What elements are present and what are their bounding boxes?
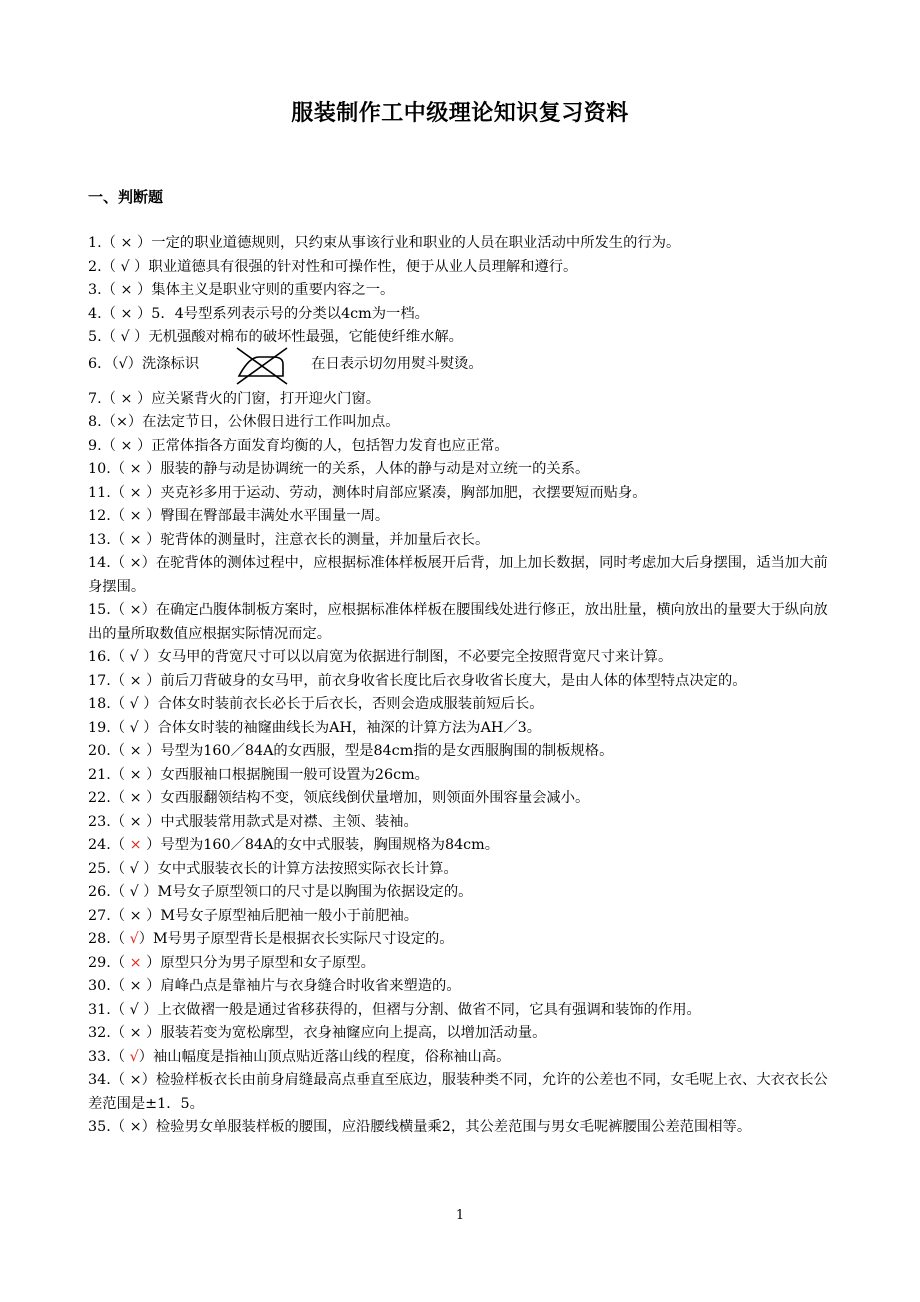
item-text: ）服装的静与动是协调统一的关系，人体的静与动是对立统一的关系。 (141, 461, 590, 477)
question-item (88, 411, 838, 435)
question-item (88, 670, 838, 694)
answer-mark: × (129, 766, 142, 783)
item-text: ）M号女子原型领口的尺寸是以胸围为依据设定的。 (138, 884, 473, 900)
question-item (88, 999, 838, 1023)
answer-mark: × (120, 437, 133, 454)
item-text: ）女西服翻领结构不变，领底线倒伏量增加，则领面外围容量会减小。 (141, 790, 590, 806)
item-number: 3.（ (88, 282, 121, 298)
answer-mark: √ (120, 258, 130, 275)
answer-mark: √ (129, 931, 139, 947)
question-item (88, 482, 838, 506)
item-number: 18.（ (88, 696, 130, 712)
answer-mark: × (129, 602, 142, 618)
item-number: 33.（ (88, 1048, 130, 1065)
item-text: ）5．4号型系列表示号的分类以4cm为一档。 (132, 305, 429, 322)
answer-mark: √ (129, 696, 139, 712)
item-number: 8.（ (88, 414, 116, 430)
answer-mark: × (129, 531, 142, 548)
question-list (88, 232, 838, 1140)
question-item (88, 928, 838, 952)
item-number: 5.（ (88, 329, 121, 345)
page-title: 服装制作工中级理论知识复习资料 (291, 101, 629, 126)
question-item (88, 505, 838, 529)
item-number: 30.（ (88, 978, 130, 994)
item-text: ）一定的职业道德规则，只约束从事该行业和职业的人员在职业活动中所发生的行为。 (132, 235, 681, 251)
item-text-after-symbol: 在日表示切勿用熨斗熨烫。 (311, 355, 483, 372)
item-number: 4.（ (88, 305, 121, 322)
answer-mark: × (129, 1119, 142, 1135)
question-item (88, 435, 838, 459)
question-item (88, 740, 838, 764)
item-text: ）集体主义是职业守则的重要内容之一。 (132, 282, 395, 298)
item-number: 14.（ (88, 555, 130, 571)
question-item (88, 388, 838, 412)
item-number: 19.（ (88, 719, 130, 736)
item-number: 13.（ (88, 531, 130, 548)
item-number: 32.（ (88, 1025, 130, 1041)
answer-mark: × (129, 672, 142, 689)
answer-mark: √ (129, 860, 139, 877)
answer-mark: × (129, 954, 142, 971)
item-text: ）M号女子原型袖后肥袖一般小于前肥袖。 (141, 907, 419, 924)
question-item (88, 905, 838, 929)
item-number: 17.（ (88, 672, 130, 689)
question-item (88, 1046, 838, 1070)
item-number: 26.（ (88, 884, 130, 900)
item-text: ）检验样板衣长由前身肩缝最高点垂直至底边，服装种类不同，允许的公差也不同，女毛呢上衣、大衣衣长公差范围是±1．5。 (88, 1072, 828, 1112)
answer-mark: √ (129, 649, 139, 665)
item-text: ）上衣做褶一般是通过省移获得的，但褶与分割、做省不同，它具有强调和装饰的作用。 (138, 1001, 701, 1018)
item-number: 21.（ (88, 766, 130, 783)
item-number: 12.（ (88, 508, 130, 524)
item-text: ）女马甲的背宽尺寸可以以肩宽为依据进行制图，不必要完全按照背宽尺寸来计算。 (138, 649, 673, 665)
question-item (88, 834, 838, 858)
item-text: ）合体女时装的袖窿曲线长为AH，袖深的计算方法为AH／3。 (138, 719, 542, 736)
item-number: 24.（ (88, 837, 130, 853)
question-item (88, 811, 838, 835)
item-number: 16.（ (88, 649, 130, 665)
answer-mark: × (129, 1072, 142, 1088)
item-text: ）夹克衫多用于运动、劳动，测体时肩部应紧凑，胸部加肥，衣摆要短而贴身。 (141, 484, 647, 501)
item-number: 35.（ (88, 1119, 130, 1135)
item-text: ）在确定凸腹体制板方案时，应根据标准体样板在腰围线处进行修正，放出肚量，横向放出的量要大于纵向放出的量所取数值应根据实际情况而定。 (88, 602, 828, 642)
item-number: 28.（ (88, 931, 130, 947)
item-number: 11.（ (88, 484, 130, 501)
question-item (88, 693, 838, 717)
item-text: ）肩峰凸点是靠袖片与衣身缝合时收省来塑造的。 (141, 978, 461, 994)
answer-mark: √ (129, 1001, 139, 1018)
item-number: 20.（ (88, 743, 130, 759)
question-item (88, 232, 838, 256)
item-text: ）M号男子原型背长是根据衣长实际尺寸设定的。 (138, 931, 454, 947)
question-item (88, 646, 838, 670)
item-number: 31.（ (88, 1001, 130, 1018)
question-item (88, 717, 838, 741)
question-item (88, 256, 838, 280)
answer-mark: √ (129, 1048, 139, 1065)
item-text: ）女中式服装衣长的计算方法按照实际衣长计算。 (138, 860, 458, 877)
answer-mark: × (129, 508, 142, 524)
no-iron-icon (225, 344, 301, 386)
item-text: ）号型为160／84A的女中式服装，胸围规格为84cm。 (141, 837, 500, 853)
answer-mark: √ (120, 329, 130, 345)
answer-mark: √ (129, 884, 139, 900)
page-number: 1 (455, 1208, 465, 1223)
question-item (88, 881, 838, 905)
answer-mark: × (129, 1025, 142, 1041)
answer-mark: √ (118, 355, 128, 372)
item-number: 7.（ (88, 390, 121, 407)
question-item (88, 279, 838, 303)
item-text: ）臀围在臀部最丰满处水平围量一周。 (141, 508, 390, 524)
item-text: ）检验男女单服装样板的腰围，应沿腰线横量乘2，其公差范围与男女毛呢裤腰围公差范围相等。 (141, 1119, 752, 1135)
answer-mark: × (129, 484, 142, 501)
item-text: ）正常体指各方面发育均衡的人，包括智力发育也应正常。 (132, 437, 509, 454)
item-text: ）服装若变为宽松廓型，衣身袖窿应向上提高，以增加活动量。 (141, 1025, 547, 1041)
item-text: ）应关紧背火的门窗，打开迎火门窗。 (132, 390, 381, 407)
item-text: ）驼背体的测量时，注意衣长的测量，并加量后衣长。 (141, 531, 490, 548)
answer-mark: × (129, 978, 142, 994)
section-heading: 一、判断题 (88, 188, 164, 206)
answer-mark: × (129, 907, 142, 924)
item-text: ）号型为160／84A的女西服，型是84cm指的是女西服胸围的制板规格。 (141, 743, 614, 759)
question-item (88, 1022, 838, 1046)
answer-mark: × (120, 235, 133, 251)
answer-mark: × (129, 790, 142, 806)
item-text: ）在驼背体的测体过程中，应根据标准体样板展开后背，加上加长数据，同时考虑加大后身摆围，适当加大前身摆围。 (88, 555, 828, 595)
answer-mark: √ (129, 719, 139, 736)
item-number: 25.（ (88, 860, 130, 877)
answer-mark: × (129, 743, 142, 759)
answer-mark: × (120, 282, 133, 298)
question-item (88, 529, 838, 553)
item-text: ）原型只分为男子原型和女子原型。 (141, 954, 375, 971)
item-text: ）袖山幅度是指袖山顶点贴近落山线的程度，俗称袖山高。 (138, 1048, 511, 1065)
question-item (88, 458, 838, 482)
answer-mark: × (115, 414, 128, 430)
question-item (88, 952, 838, 976)
answer-mark: × (129, 813, 142, 830)
item-number: 9.（ (88, 437, 121, 454)
item-number: 29.（ (88, 954, 130, 971)
answer-mark: × (120, 390, 133, 407)
question-item (88, 552, 838, 599)
item-text: ）女西服袖口根据腕围一般可设置为26cm。 (141, 766, 429, 783)
item-number: 10.（ (88, 461, 130, 477)
question-item (88, 303, 838, 327)
answer-mark: × (120, 305, 133, 322)
item-number: 23.（ (88, 813, 130, 830)
question-item (88, 599, 838, 646)
item-text: ）中式服装常用款式是对襟、主领、装袖。 (141, 813, 418, 830)
item-number: 27.（ (88, 907, 130, 924)
item-text: ）职业道德具有很强的针对性和可操作性，便于从业人员理解和遵行。 (129, 258, 578, 275)
item-number: 2.（ (88, 258, 121, 275)
answer-mark: × (129, 837, 142, 853)
item-number: 1.（ (88, 235, 121, 251)
item-number: 34.（ (88, 1072, 130, 1088)
question-item (88, 1069, 838, 1116)
item-number: 6．（ (88, 355, 119, 372)
question-item (88, 787, 838, 811)
question-item (88, 764, 838, 788)
item-text: ）在法定节日，公休假日进行工作叫加点。 (127, 414, 400, 430)
answer-mark: × (129, 555, 142, 571)
item-text: ）洗涤标识 (127, 355, 200, 372)
question-item (88, 1116, 838, 1140)
item-text: ）合体女时装前衣长必长于后衣长，否则会造成服装前短后长。 (138, 696, 544, 712)
item-text: ）前后刀背破身的女马甲，前衣身收省长度比后衣身收省长度大，是由人体的体型特点决定的。 (141, 672, 747, 689)
item-number: 15.（ (88, 602, 130, 618)
item-text: ）无机强酸对棉布的破坏性最强，它能使纤维水解。 (129, 329, 463, 345)
answer-mark: × (129, 461, 142, 477)
question-item (88, 858, 838, 882)
item-number: 22.（ (88, 790, 130, 806)
question-item (88, 975, 838, 999)
